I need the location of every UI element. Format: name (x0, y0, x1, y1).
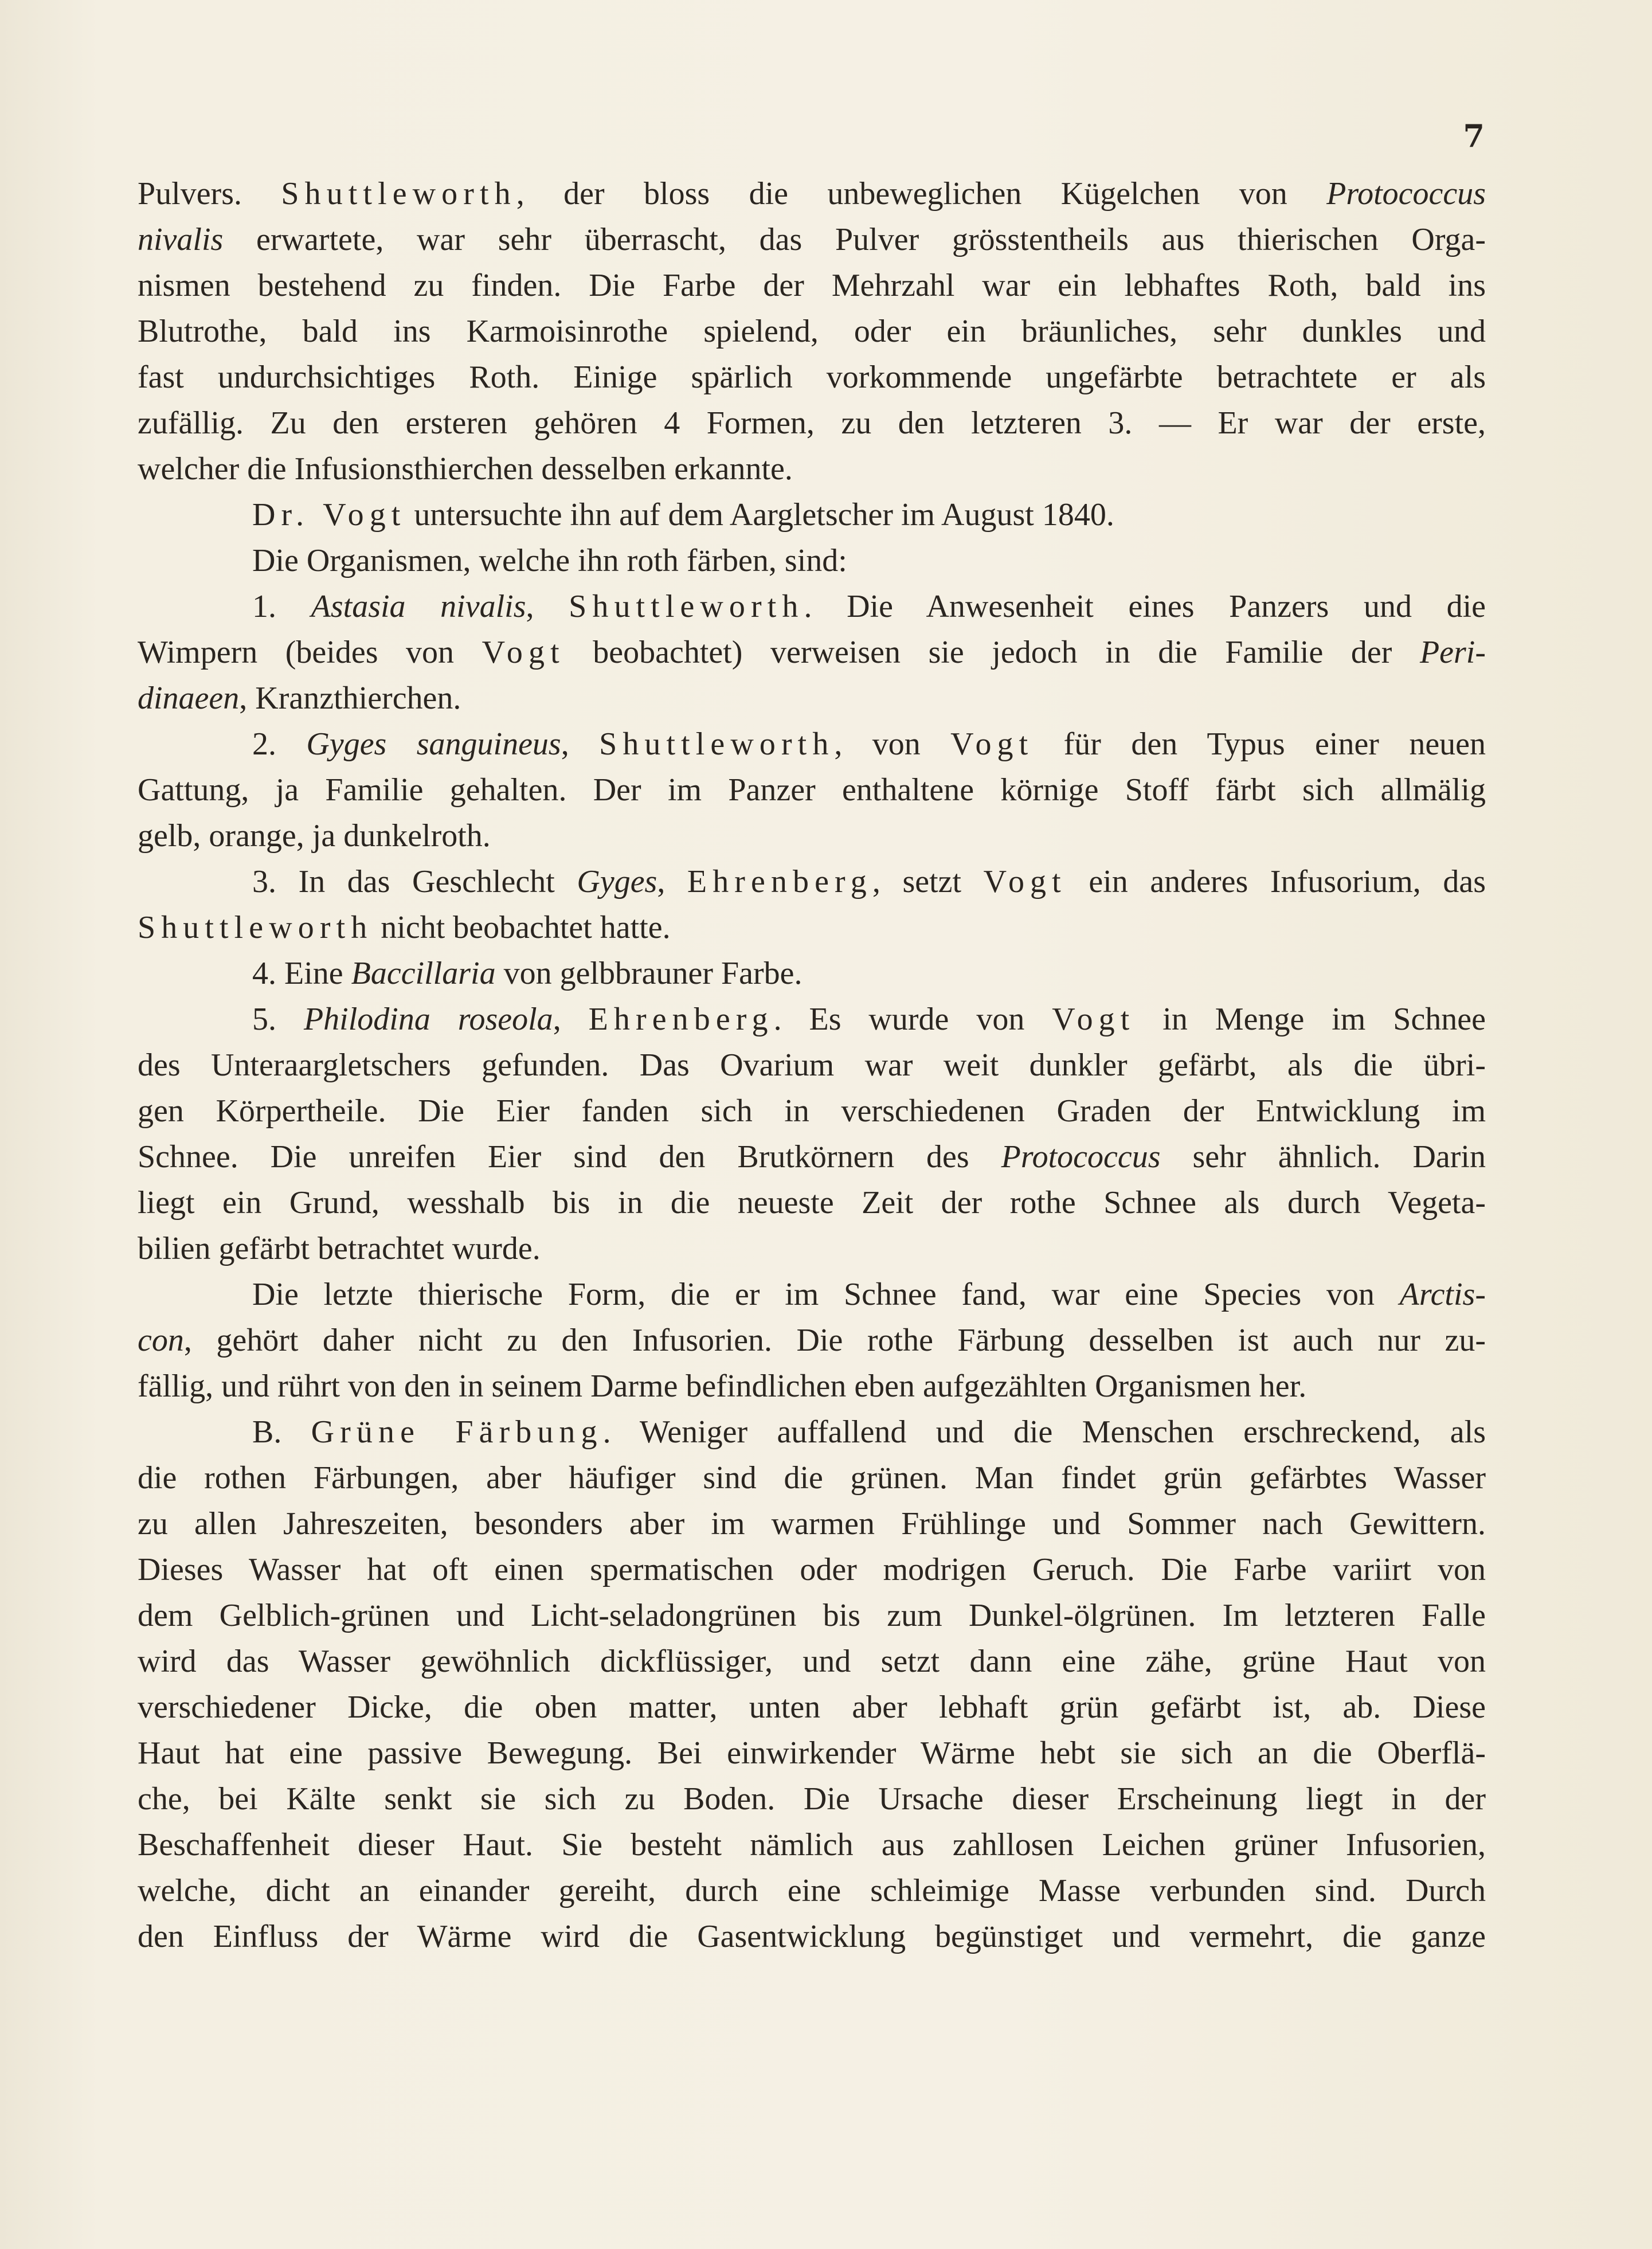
italic-term: Protococcus (1001, 1139, 1161, 1175)
spaced-name: Shuttleworth (599, 726, 835, 762)
text-run: , gehört daher nicht zu den Infusorien. Die rothe Färbung desselben ist auch nur zu- (183, 1323, 1486, 1358)
text-line (138, 996, 1486, 1042)
spaced-name: Vogt (983, 864, 1067, 899)
text-line (138, 1317, 1486, 1363)
text-run: sehr ähnlich. Darin (1160, 1139, 1486, 1175)
text-run: Schnee. Die unreifen Eier sind den Brutkörnern des (138, 1139, 1001, 1175)
text-line (138, 217, 1486, 263)
text-line (138, 675, 1486, 721)
italic-term: Arctis- (1399, 1277, 1486, 1312)
text-line (138, 1180, 1486, 1226)
text-run: Pulvers. (138, 176, 281, 212)
text-run: untersuchte ihn auf dem Aargletscher im August 1840. (406, 497, 1114, 533)
text-run: gen Körpertheile. Die Eier fanden sich in verschiedenen Graden der Entwicklung im (138, 1093, 1486, 1129)
text-line (138, 1134, 1486, 1180)
text-run: B. (252, 1414, 311, 1450)
text-line (138, 1593, 1486, 1638)
text-run: wird das Wasser gewöhnlich dickflüssiger, und setzt dann eine zähe, grüne Haut von (138, 1644, 1486, 1679)
text-run: bilien gefärbt betrachtet wurde. (138, 1231, 541, 1266)
text-run: Die letzte thierische Form, die er im Schnee fand, war eine Species von (252, 1277, 1400, 1312)
spaced-name: Ehrenberg (588, 1002, 774, 1037)
italic-term: nivalis (138, 222, 224, 257)
spaced-name: Vogt (950, 726, 1034, 762)
text-run: dem Gelblich-grünen und Licht-seladongrünen bis zum Dunkel-ölgrünen. Im letzteren Falle (138, 1598, 1486, 1633)
text-line (138, 1914, 1486, 1959)
text-line (138, 446, 1486, 492)
text-line (138, 859, 1486, 905)
text-run: beobachtet) verweisen sie jedoch in die Familie der (565, 635, 1420, 670)
text-line (138, 584, 1486, 629)
text-run: , setzt (872, 864, 984, 899)
text-run: die rothen Färbungen, aber häufiger sind die grünen. Man findet grün gefärbtes Wasser (138, 1460, 1486, 1496)
text-line (138, 767, 1486, 813)
text-run: , der bloss die unbeweglichen Kügelchen von (516, 176, 1327, 212)
text-run: zufällig. Zu den ersteren gehören 4 Formen, zu den letzteren 3. — Er war der erste, (138, 405, 1486, 441)
text-line (138, 1868, 1486, 1914)
text-run: liegt ein Grund, wesshalb bis in die neueste Zeit der rothe Schnee als durch Vegeta- (138, 1185, 1486, 1221)
text-run: 3. In das Geschlecht (252, 864, 577, 899)
text-line (138, 400, 1486, 446)
text-line (138, 308, 1486, 354)
text-run: Haut hat eine passive Bewegung. Bei einwirkender Wärme hebt sie sich an die Oberflä- (138, 1735, 1486, 1771)
text-line (138, 629, 1486, 675)
text-run: für den Typus einer neuen (1034, 726, 1486, 762)
text-run: Wimpern (beides von (138, 635, 482, 670)
text-line (138, 492, 1486, 538)
text-run: 1. (252, 589, 311, 624)
text-run: von gelbbrauner Farbe. (495, 956, 802, 991)
text-run: nicht beobachtet hatte. (373, 910, 671, 945)
italic-term: dinaeen (138, 680, 240, 716)
spaced-name: Dr. Vogt (252, 497, 406, 533)
text-line (138, 263, 1486, 308)
text-run: welche, dicht an einander gereiht, durch eine schleimige Masse verbunden sind. Durch (138, 1873, 1486, 1908)
spaced-name: Grüne Färbung (311, 1414, 603, 1450)
italic-term: con (138, 1323, 184, 1358)
text-run: che, bei Kälte senkt sie sich zu Boden. Die Ursache dieser Erscheinung liegt in der (138, 1781, 1486, 1817)
text-line (138, 813, 1486, 859)
text-run: Die Organismen, welche ihn roth färben, sind: (252, 543, 847, 578)
text-run: Blutrothe, bald ins Karmoisinrothe spielend, oder ein bräunliches, sehr dunkles und (138, 314, 1486, 349)
text-line (138, 354, 1486, 400)
text-line (138, 1684, 1486, 1730)
text-run: 5. (252, 1002, 304, 1037)
spaced-name: Shuttleworth (569, 589, 804, 624)
spaced-name: Shuttleworth (281, 176, 516, 212)
text-line (138, 171, 1486, 217)
text-run: gelb, orange, ja dunkelroth. (138, 818, 491, 854)
spaced-name: Shuttleworth (138, 910, 373, 945)
text-run: zu allen Jahreszeiten, besonders aber im warmen Frühlinge und Sommer nach Gewittern. (138, 1506, 1486, 1542)
text-line (138, 538, 1486, 584)
text-run: , (561, 726, 600, 762)
text-run: des Unteraargletschers gefunden. Das Ovarium war weit dunkler gefärbt, als die übri- (138, 1047, 1486, 1083)
text-run: in Menge im Schnee (1135, 1002, 1486, 1037)
spaced-name: Ehrenberg (687, 864, 872, 899)
text-run: 2. (252, 726, 307, 762)
text-line (138, 1501, 1486, 1547)
text-run: Dieses Wasser hat oft einen spermatischen oder modrigen Geruch. Die Farbe variirt von (138, 1552, 1486, 1587)
body-text (138, 171, 1486, 1959)
text-line (138, 1272, 1486, 1317)
spaced-name: Vogt (481, 635, 565, 670)
text-run: fällig, und rührt von den in seinem Darme befindlichen eben aufgezählten Organismen her. (138, 1368, 1307, 1404)
text-line (138, 1776, 1486, 1822)
text-run: erwartete, war sehr überrascht, das Pulver grösstentheils aus thierischen Orga- (223, 222, 1486, 257)
italic-term: Baccillaria (351, 956, 496, 991)
italic-term: Philodina roseola (303, 1002, 553, 1037)
text-run: , Kranzthierchen. (239, 680, 461, 716)
text-line (138, 1363, 1486, 1409)
text-line (138, 1409, 1486, 1455)
text-line (138, 905, 1486, 951)
text-line (138, 1088, 1486, 1134)
text-line (138, 1730, 1486, 1776)
text-run: , von (834, 726, 951, 762)
text-run: den Einfluss der Wärme wird die Gasentwicklung begünstiget und vermehrt, die ganze (138, 1919, 1486, 1954)
text-run: Gattung, ja Familie gehalten. Der im Panzer enthaltene körnige Stoff färbt sich allmälig (138, 772, 1486, 808)
text-line (138, 951, 1486, 996)
text-line (138, 1547, 1486, 1593)
italic-term: Peri- (1419, 635, 1486, 670)
italic-term: Protococcus (1326, 176, 1486, 212)
text-line (138, 1226, 1486, 1272)
text-run: , (553, 1002, 589, 1037)
text-run: . Es wurde von (773, 1002, 1052, 1037)
italic-term: Astasia nivalis (311, 589, 526, 624)
spaced-name: Vogt (1052, 1002, 1136, 1037)
text-run: Beschaffenheit dieser Haut. Sie besteht nämlich aus zahllosen Leichen grüner Infusorien, (138, 1827, 1486, 1863)
page-number: 7 (1463, 118, 1485, 154)
text-run: verschiedener Dicke, die oben matter, unten aber lebhaft grün gefärbt ist, ab. Diese (138, 1689, 1486, 1725)
text-line (138, 1042, 1486, 1088)
text-run: , (657, 864, 687, 899)
text-run: . Die Anwesenheit eines Panzers und die (804, 589, 1486, 624)
italic-term: Gyges (577, 864, 657, 899)
text-run: nismen bestehend zu finden. Die Farbe der Mehrzahl war ein lebhaftes Roth, bald ins (138, 268, 1486, 303)
italic-term: Gyges sanguineus (306, 726, 561, 762)
text-line (138, 1638, 1486, 1684)
text-line (138, 721, 1486, 767)
text-run: fast undurchsichtiges Roth. Einige spärlich vorkommende ungefärbte betrachtete er als (138, 359, 1486, 395)
text-run: ein anderes Infusorium, das (1066, 864, 1486, 899)
text-run: . Weniger auffallend und die Menschen erschreckend, als (602, 1414, 1486, 1450)
text-run: 4. Eine (252, 956, 351, 991)
text-line (138, 1822, 1486, 1868)
text-run: , (526, 589, 569, 624)
text-run: welcher die Infusionsthierchen desselben erkannte. (138, 451, 793, 487)
text-line (138, 1455, 1486, 1501)
